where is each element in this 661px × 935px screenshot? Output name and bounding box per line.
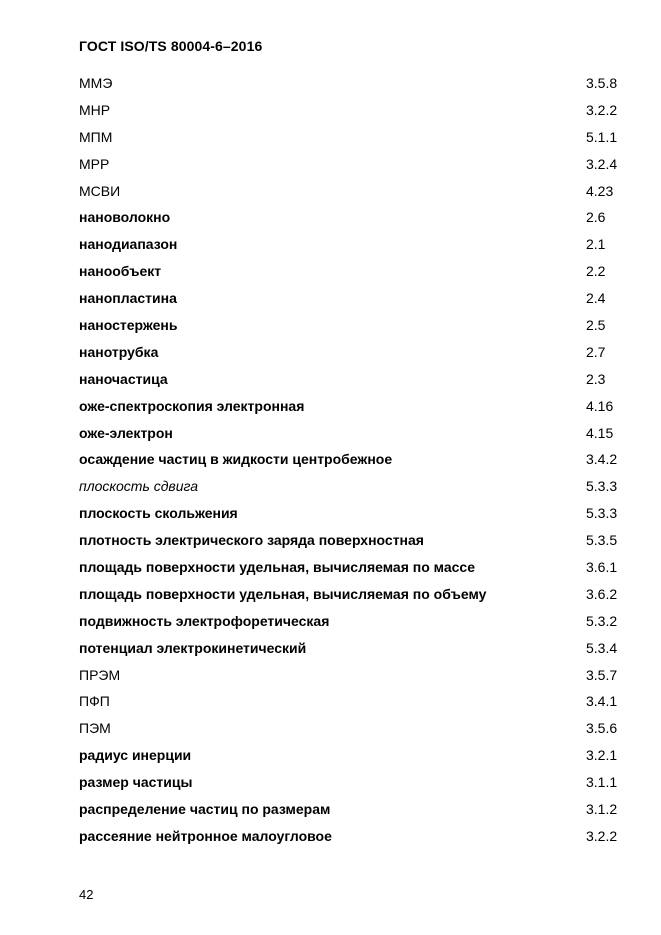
index-term: рассеяние нейтронное малоугловое — [79, 827, 332, 844]
index-reference: 5.3.2 — [586, 612, 618, 629]
index-entry — [79, 823, 639, 850]
index-term: осаждение частиц в жидкости центробежное — [79, 451, 393, 468]
index-entry — [79, 715, 639, 742]
index-reference: 3.2.2 — [586, 827, 618, 844]
index-term: потенциал электрокинетический — [79, 639, 307, 656]
index-reference: 2.6 — [586, 209, 606, 226]
index-reference: 5.3.3 — [586, 505, 618, 522]
index-entry — [79, 500, 639, 527]
index-term: плоскость сдвига — [79, 478, 199, 495]
index-entry — [79, 635, 639, 662]
index-reference: 3.1.2 — [586, 801, 618, 818]
index-term: ПЭМ — [79, 720, 111, 737]
index-term: нанодиапазон — [79, 236, 178, 253]
index-term: МПМ — [79, 128, 113, 145]
document-header: ГОСТ ISO/TS 80004-6–2016 — [79, 38, 263, 54]
index-term: оже-спектроскопия электронная — [79, 397, 305, 414]
index-entry — [79, 231, 639, 258]
index-entry — [79, 285, 639, 312]
index-term: радиус инерции — [79, 747, 192, 764]
index-term: размер частицы — [79, 774, 193, 791]
index-term: наностержень — [79, 317, 178, 334]
index-entry — [79, 446, 639, 473]
index-reference: 5.3.5 — [586, 532, 618, 549]
index-entry — [79, 393, 639, 420]
index-entry — [79, 473, 639, 500]
index-term: подвижность электрофоретическая — [79, 612, 330, 629]
index-term: МНР — [79, 101, 111, 118]
index-reference: 5.3.4 — [586, 639, 618, 656]
index-reference: 3.5.7 — [586, 666, 618, 683]
index-entry — [79, 688, 639, 715]
index-term: ПФП — [79, 693, 110, 710]
index-reference: 3.1.1 — [586, 774, 618, 791]
index-entry — [79, 769, 639, 796]
index-reference: 3.2.2 — [586, 101, 618, 118]
index-term: наночастица — [79, 370, 168, 387]
index-term: МРР — [79, 155, 110, 172]
index-reference: 3.5.6 — [586, 720, 618, 737]
index-reference: 2.1 — [586, 236, 606, 253]
index-reference: 3.6.2 — [586, 585, 618, 602]
index-reference: 5.1.1 — [586, 128, 618, 145]
index-entry — [79, 339, 639, 366]
index-reference: 3.2.4 — [586, 155, 618, 172]
index-entry — [79, 124, 639, 151]
index-reference: 5.3.3 — [586, 478, 618, 495]
index-entry — [79, 97, 639, 124]
index-term: ПРЭМ — [79, 666, 121, 683]
index-term: площадь поверхности удельная, вычисляемая по массе — [79, 559, 475, 576]
index-reference: 3.2.1 — [586, 747, 618, 764]
index-reference: 3.4.1 — [586, 693, 618, 710]
index-entry — [79, 70, 639, 97]
index-entry — [79, 312, 639, 339]
index-reference: 2.7 — [586, 343, 606, 360]
index-entry — [79, 554, 639, 581]
index-term: оже-электрон — [79, 424, 173, 441]
index-entry — [79, 258, 639, 285]
index-reference: 4.23 — [586, 182, 614, 199]
index-entry — [79, 151, 639, 178]
index-reference: 2.3 — [586, 370, 606, 387]
index-term: МСВИ — [79, 182, 121, 199]
index-entry — [79, 742, 639, 769]
index-reference: 3.5.8 — [586, 75, 618, 91]
index-reference: 2.2 — [586, 263, 606, 280]
index-entry — [79, 581, 639, 608]
index-reference: 2.4 — [586, 290, 606, 307]
index-term: нанообъект — [79, 263, 162, 280]
index-entry — [79, 366, 639, 393]
index-reference: 3.6.1 — [586, 559, 618, 576]
index-term: плоскость скольжения — [79, 505, 238, 522]
index-entry — [79, 420, 639, 447]
index-term: нанотрубка — [79, 343, 159, 360]
index-reference: 3.4.2 — [586, 451, 618, 468]
index-reference: 4.15 — [586, 424, 614, 441]
index-term: ММЭ — [79, 75, 113, 91]
index-entry — [79, 608, 639, 635]
index-reference: 4.16 — [586, 397, 614, 414]
page-number: 42 — [79, 887, 94, 902]
index-term: площадь поверхности удельная, вычисляемая по объему — [79, 585, 487, 602]
index-term: плотность электрического заряда поверхностная — [79, 532, 424, 549]
index-term: нановолокно — [79, 209, 171, 226]
index-reference: 2.5 — [586, 317, 606, 334]
index-entry — [79, 527, 639, 554]
index-term: распределение частиц по размерам — [79, 801, 331, 818]
index-entry — [79, 204, 639, 231]
index-entry — [79, 796, 639, 823]
term-index-list — [79, 70, 639, 850]
index-entry — [79, 178, 639, 205]
index-term: нанопластина — [79, 290, 177, 307]
index-entry — [79, 662, 639, 689]
